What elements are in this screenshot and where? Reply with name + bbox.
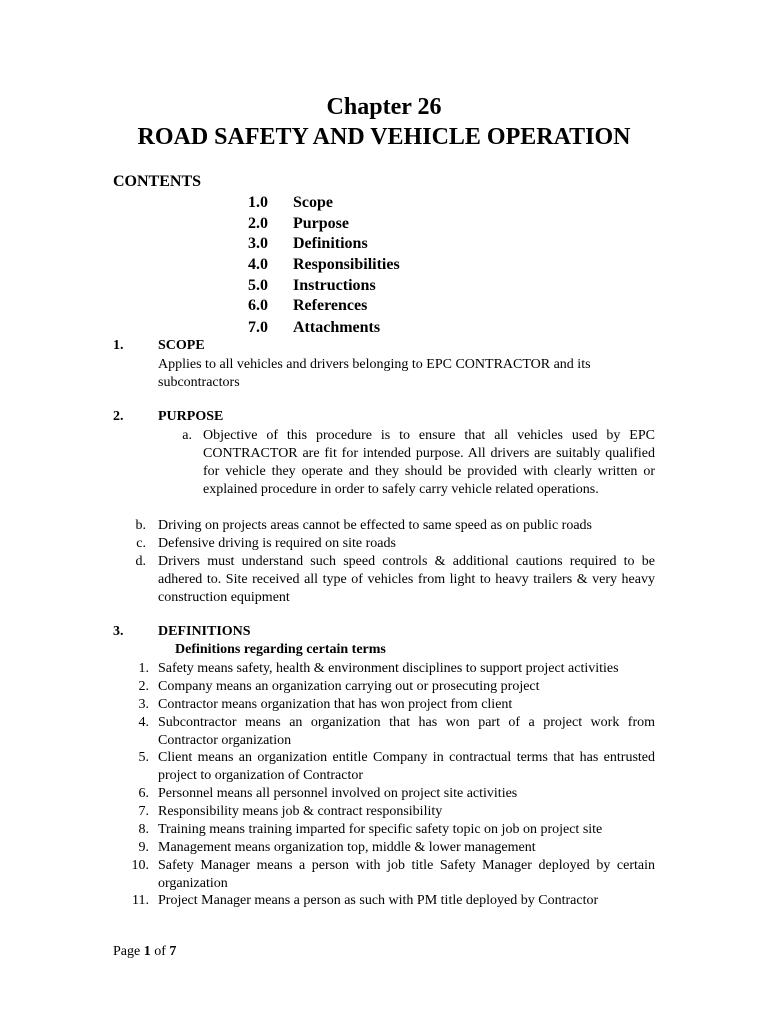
list-item: Safety means safety, health & environment disciplines to support project activities <box>158 661 619 676</box>
list-marker: 9. <box>138 840 149 855</box>
list-item: Training means training imparted for specific safety topic on job on project site <box>158 822 603 837</box>
list-marker: 4. <box>138 715 149 730</box>
toc-label: Scope <box>293 194 333 211</box>
contents-heading: CONTENTS <box>113 173 202 190</box>
list-item: Contractor means organization that has won project from client <box>158 697 513 712</box>
section-title-purpose: PURPOSE <box>158 409 224 424</box>
toc-number: 3.0 <box>248 235 268 252</box>
list-marker: 6. <box>138 786 149 801</box>
section-title-definitions: DEFINITIONS <box>158 624 251 639</box>
toc-number: 5.0 <box>248 277 268 294</box>
toc-number: 6.0 <box>248 297 268 314</box>
section-number: 2. <box>113 409 124 424</box>
list-item: Objective of this procedure is to ensure that all vehicles used by EPC CONTRACTOR are fit for intended purpose. All drivers are suitably qualified for vehicle they operate and they should be provided with clearly written or explained procedure in order to safely carry vehicle related operations. <box>203 428 655 497</box>
list-marker: 10. <box>131 858 149 873</box>
chapter-title: ROAD SAFETY AND VEHICLE OPERATION <box>137 124 631 150</box>
list-item: Responsibility means job & contract responsibility <box>158 804 443 819</box>
list-marker: a. <box>182 428 192 443</box>
list-marker: b. <box>135 518 146 533</box>
toc-label: Definitions <box>293 235 368 252</box>
section-number: 1. <box>113 338 124 353</box>
page-footer <box>113 944 176 960</box>
list-marker: d. <box>135 554 146 569</box>
list-item: Drivers must understand such speed controls & additional cautions required to be adhered to. Site received all type of vehicles from light to heavy trailers & very heavy construction equipment <box>158 554 655 605</box>
list-item: Driving on projects areas cannot be effected to same speed as on public roads <box>158 518 592 533</box>
toc-label: Instructions <box>293 277 376 294</box>
list-item: Subcontractor means an organization that has won part of a project work from Contractor organization <box>158 715 655 748</box>
list-item: Safety Manager means a person with job title Safety Manager deployed by certain organization <box>158 858 655 891</box>
toc-label: Responsibilities <box>293 256 400 273</box>
toc-label: References <box>293 297 368 314</box>
page-total: 7 <box>169 944 177 959</box>
footer-prefix: Page <box>113 944 144 959</box>
list-marker: 1. <box>138 661 149 676</box>
list-marker: 11. <box>132 893 149 908</box>
page-current: 1 <box>143 944 151 959</box>
section-title-scope: SCOPE <box>158 338 205 353</box>
list-marker: 8. <box>138 822 149 837</box>
list-marker: c. <box>136 536 146 551</box>
list-item: Management means organization top, middle & lower management <box>158 840 536 855</box>
list-marker: 2. <box>138 679 149 694</box>
list-item: Defensive driving is required on site roads <box>158 536 396 551</box>
footer-middle: of <box>150 944 170 959</box>
list-item: Company means an organization carrying out or prosecuting project <box>158 679 540 694</box>
section-number: 3. <box>113 624 124 639</box>
toc-number: 7.0 <box>248 319 268 336</box>
scope-text: Applies to all vehicles and drivers belonging to EPC CONTRACTOR and its subcontractors <box>158 357 591 390</box>
chapter-number: Chapter 26 <box>326 94 442 120</box>
toc-number: 4.0 <box>248 256 268 273</box>
definitions-subtitle: Definitions regarding certain terms <box>175 642 386 657</box>
list-item: Personnel means all personnel involved on project site activities <box>158 786 518 801</box>
list-marker: 7. <box>138 804 149 819</box>
list-item: Client means an organization entitle Company in contractual terms that has entrusted project to organization of Contractor <box>158 750 655 783</box>
list-marker: 3. <box>138 697 149 712</box>
list-item: Project Manager means a person as such with PM title deployed by Contractor <box>158 893 599 908</box>
toc-number: 1.0 <box>248 194 268 211</box>
toc-label: Attachments <box>293 319 381 336</box>
list-marker: 5. <box>138 750 149 765</box>
toc-label: Purpose <box>293 215 349 232</box>
toc-number: 2.0 <box>248 215 268 232</box>
